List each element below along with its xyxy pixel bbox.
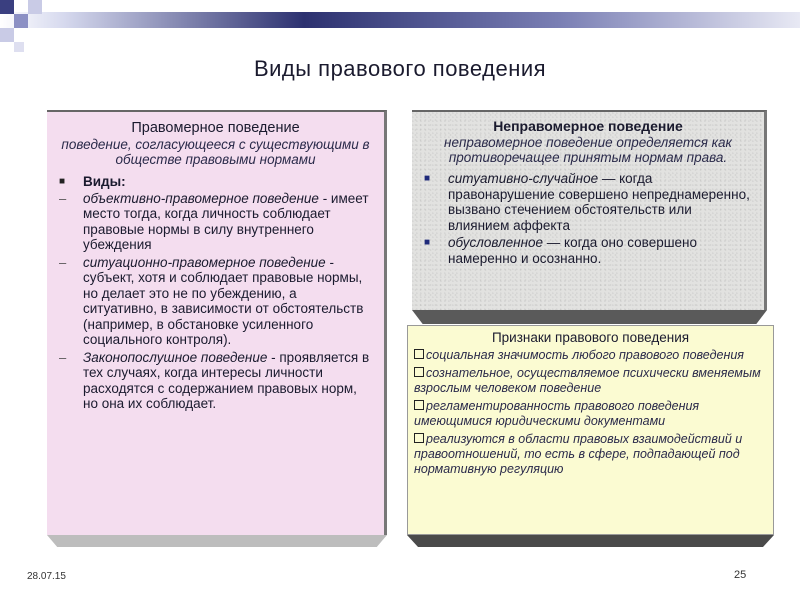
list-item (57, 191, 374, 253)
item-lead: Законопослушное поведение (83, 349, 268, 365)
decor-square (14, 42, 24, 52)
item-text: - субъект, хотя и соблюдает правовые нормы, но делает это не по убеждению, а ситуативно, в зависимости от обстоятельств (например, в обстановке усиленного социального контроля). (83, 254, 364, 347)
checkbox-bullet-icon (414, 367, 424, 377)
dash-bullet-icon: – (59, 190, 67, 206)
decor-square (28, 0, 42, 14)
panel-heading: Правомерное поведение (131, 120, 300, 136)
item-text: сознательное, осуществляемое психически вменяемым взрослым человеком поведение (414, 366, 761, 395)
decor-square (0, 28, 14, 42)
square-bullet-icon: ■ (59, 176, 66, 187)
list-item (414, 348, 767, 363)
types-label-item (57, 174, 374, 190)
checkbox-bullet-icon (414, 400, 424, 410)
list-item (414, 432, 767, 477)
panel-body (47, 110, 387, 535)
item-text: регламентированность правового поведения имеющимися юридическими документами (414, 399, 700, 428)
item-lead: ситуативно-случайное (448, 171, 599, 186)
types-label: Виды: (83, 174, 126, 189)
list-item (57, 350, 374, 412)
decor-square (0, 0, 14, 14)
item-lead: ситуационно-правомерное поведение (83, 254, 326, 270)
item-lead: обусловленное (448, 235, 544, 250)
list-item (414, 399, 767, 429)
panel-body (412, 110, 767, 310)
checkbox-bullet-icon (414, 349, 424, 359)
signs-list (414, 348, 767, 477)
header-gradient-bar (0, 12, 800, 28)
lawful-behavior-panel (47, 110, 392, 550)
panel-heading: Признаки правового поведения (491, 330, 690, 345)
panel-shadow (47, 535, 387, 547)
decor-square (14, 14, 28, 28)
square-bullet-icon: ■ (424, 173, 431, 184)
item-text: - имеет место тогда, когда личность соблюдает правовые нормы в силу внутреннего убеждения (83, 190, 369, 252)
item-lead: объективно-правомерное поведение (83, 190, 319, 206)
slide-date: 28.07.15 (27, 571, 66, 582)
item-text: — когда правонарушение совершено непреднамеренно, вызвано стечением обстоятельств или влиянием аффекта (448, 171, 750, 233)
panel-subheading: неправомерное поведение определяется как противоречащее принятым нормам права. (444, 135, 732, 165)
panel-body (407, 325, 774, 535)
list-item (414, 366, 767, 396)
slide-page-number: 25 (734, 569, 747, 581)
item-text: - проявляется в тех случаях, когда интересы личности расходятся с содержанием правовых норм, но она их соблюдает. (83, 349, 370, 411)
item-text: социальная значимость любого правового поведения (426, 348, 744, 362)
unlawful-behavior-panel (412, 110, 772, 330)
list-item (422, 171, 754, 233)
panel-heading: Неправомерное поведение (493, 118, 683, 134)
panel-shadow (407, 535, 774, 547)
item-text: реализуются в области правовых взаимодействий и правоотношений, то есть в сфере, подпадающей под нормативную регуляцию (414, 432, 743, 476)
panel-shadow (412, 310, 767, 324)
dash-bullet-icon: – (59, 254, 67, 270)
slide-title: Виды правового поведения (253, 56, 547, 81)
checkbox-bullet-icon (414, 433, 424, 443)
panel-subheading: поведение, согласующееся с существующими в обществе правовыми нормами (61, 137, 370, 167)
square-bullet-icon: ■ (424, 237, 431, 248)
item-text: — когда оно совершено намеренно и осознанно. (448, 235, 698, 266)
dash-bullet-icon: – (59, 349, 67, 365)
list-item (422, 235, 754, 266)
list-item (57, 255, 374, 348)
signs-panel (407, 325, 779, 550)
